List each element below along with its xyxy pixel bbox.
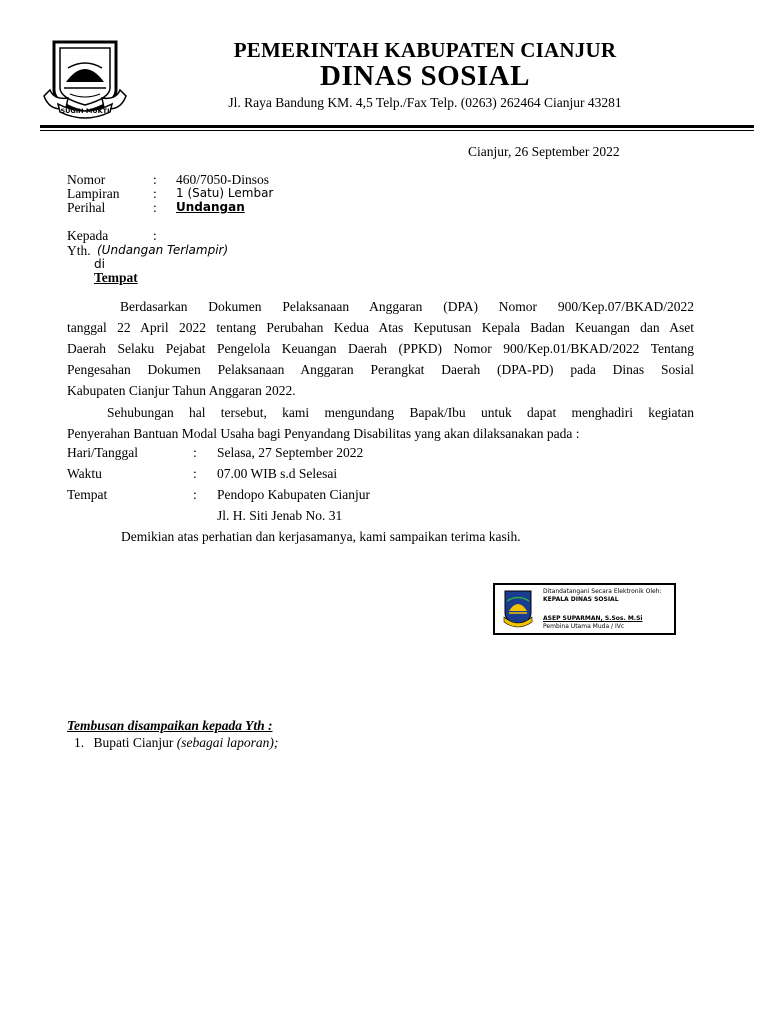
- kepada-label: Kepada: [67, 228, 109, 243]
- lampiran-colon: :: [153, 186, 157, 201]
- closing-sentence: Demikian atas perhatian dan kerjasamanya, kami sampaikan terima kasih.: [121, 529, 521, 544]
- letterhead-address: Jl. Raya Bandung KM. 4,5 Telp./Fax Telp. (0263) 262464 Cianjur 43281: [228, 95, 622, 110]
- kepada-colon: :: [153, 228, 157, 243]
- signature-signed-by: Ditandatangani Secara Elektronik Oleh:: [543, 588, 662, 595]
- paragraph-line: Penyerahan Bantuan Modal Usaha bagi Penyandang Disabilitas yang akan dilaksanakan pada :: [67, 426, 580, 441]
- perihal-colon: :: [153, 200, 157, 215]
- yth-value: (Undangan Terlampir): [97, 243, 229, 257]
- paragraph-line: Daerah Selaku Pejabat Pengelola Keuangan Daerah (PPKD) Nomor 900/Kep.01/BKAD/2022 Tentang: [67, 341, 694, 356]
- waktu-value: 07.00 WIB s.d Selesai: [217, 466, 338, 481]
- tempat-colon: :: [193, 487, 197, 502]
- perihal-label: Perihal: [67, 200, 106, 215]
- paragraph-dpa: [67, 296, 694, 401]
- hari-label: Hari/Tanggal: [67, 445, 139, 460]
- nomor-colon: :: [153, 172, 157, 187]
- paragraph-invitation: [67, 402, 694, 444]
- waktu-colon: :: [193, 466, 197, 481]
- hari-value: Selasa, 27 September 2022: [217, 445, 364, 460]
- letterhead-rule-thick: [40, 125, 754, 128]
- signature-position: KEPALA DINAS SOSIAL: [543, 596, 619, 603]
- paragraph-line: tanggal 22 April 2022 tentang Perubahan Kedua Atas Keputusan Kepala Badan Keuangan dan Aset: [67, 320, 694, 335]
- signature-name: ASEP SUPARMAN, S.Sos. M.Si: [543, 615, 643, 622]
- cc-item: [74, 735, 278, 751]
- cc-item-text: Bupati Cianjur: [93, 735, 174, 750]
- logo-motto: SUGIH MUKTI: [60, 107, 110, 115]
- di-label: di: [94, 257, 105, 271]
- paragraph-line: Sehubungan hal tersebut, kami mengundang Bapak/Ibu untuk dapat menghadiri kegiatan: [107, 405, 694, 420]
- yth-label: Yth.: [67, 243, 91, 258]
- cianjur-color-logo-icon: [501, 589, 535, 629]
- letterhead-agency: DINAS SOSIAL: [320, 60, 530, 92]
- nomor-value: 460/7050-Dinsos: [176, 172, 270, 187]
- paragraph-line: Kabupaten Cianjur Tahun Anggaran 2022.: [67, 383, 296, 398]
- tempat-address: Jl. H. Siti Jenab No. 31: [217, 508, 343, 523]
- cc-title: Tembusan disampaikan kepada Yth :: [67, 718, 273, 733]
- tempat-recipient: Tempat: [94, 270, 138, 285]
- cc-item-note: (sebagai laporan);: [176, 735, 279, 750]
- paragraph-line: Pengesahan Dokumen Pelaksanaan Anggaran Perangkat Daerah (DPA-PD) pada Dinas Sosial: [67, 362, 694, 377]
- lampiran-label: Lampiran: [67, 186, 120, 201]
- tempat-label: Tempat: [67, 487, 108, 502]
- waktu-label: Waktu: [67, 466, 102, 481]
- nomor-label: Nomor: [67, 172, 106, 187]
- cianjur-regency-logo: [40, 38, 130, 120]
- lampiran-value: 1 (Satu) Lembar: [176, 186, 274, 200]
- cc-item-number: 1.: [74, 735, 85, 750]
- letter-date: Cianjur, 26 September 2022: [468, 144, 620, 159]
- letterhead-rule-thin: [40, 130, 754, 131]
- letterhead-government: PEMERINTAH KABUPATEN CIANJUR: [233, 38, 617, 62]
- tempat-value: Pendopo Kabupaten Cianjur: [217, 487, 370, 502]
- hari-colon: :: [193, 445, 197, 460]
- perihal-value: Undangan: [176, 200, 245, 214]
- signature-rank: Pembina Utama Muda / IVc: [543, 623, 625, 630]
- paragraph-line: Berdasarkan Dokumen Pelaksanaan Anggaran (DPA) Nomor 900/Kep.07/BKAD/2022: [120, 299, 694, 314]
- electronic-signature-box: [493, 583, 676, 635]
